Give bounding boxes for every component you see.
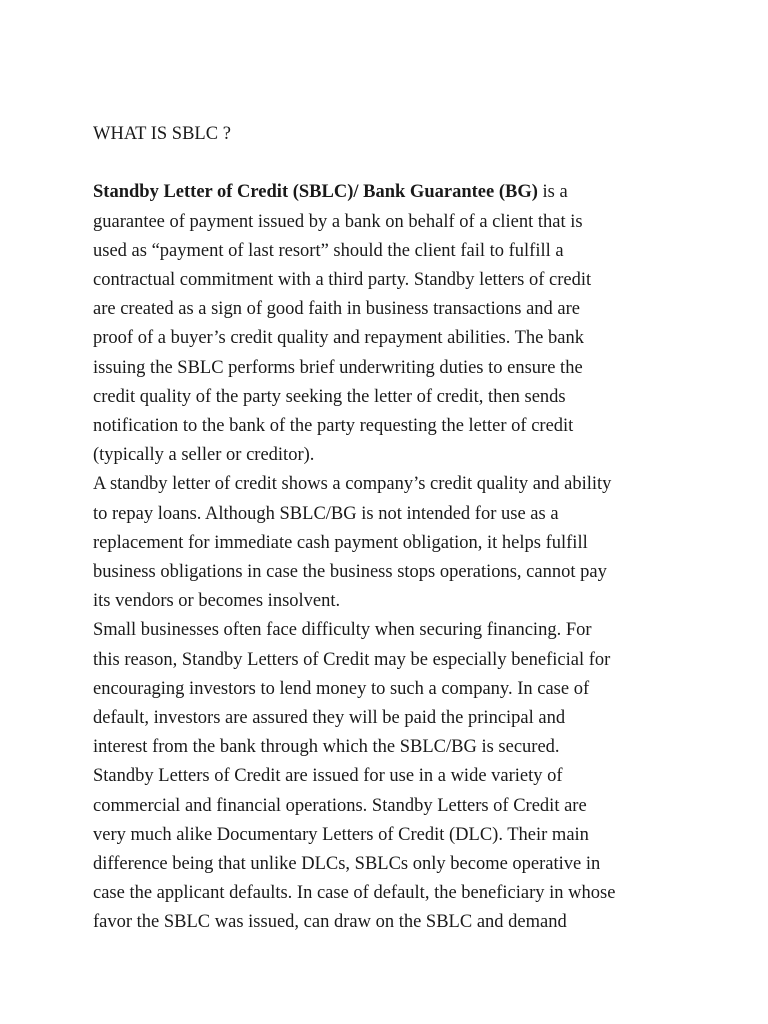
paragraph-small-businesses	[93, 616, 683, 762]
paragraph-line: to repay loans. Although SBLC/BG is not intended for use as a	[93, 503, 559, 524]
paragraph-usage	[93, 762, 683, 937]
paragraph-line: Small businesses often face difficulty when securing financing. For	[93, 620, 592, 641]
paragraph-line: its vendors or becomes insolvent.	[93, 591, 341, 612]
paragraph-line: case the applicant defaults. In case of default, the beneficiary in whose	[93, 883, 616, 904]
paragraph-line: contractual commitment with a third party. Standby letters of credit	[93, 270, 592, 290]
paragraph-line: difference being that unlike DLCs, SBLCs only become operative in	[93, 854, 601, 875]
paragraph-line: (typically a seller or creditor).	[93, 445, 315, 466]
paragraph-line: are created as a sign of good faith in business transactions and are	[93, 299, 580, 320]
bold-lead-text: Standby Letter of Credit (SBLC)/ Bank Guarantee (BG)	[93, 182, 538, 203]
paragraph-line	[93, 178, 683, 207]
paragraph-line: Standby Letters of Credit are issued for use in a wide variety of	[93, 766, 563, 787]
paragraph-line: default, investors are assured they will be paid the principal and	[93, 708, 566, 729]
paragraph-text: is a	[537, 182, 568, 203]
paragraph-line: interest from the bank through which the SBLC/BG is secured.	[93, 737, 560, 758]
paragraph-line: proof of a buyer’s credit quality and repayment abilities. The bank	[93, 328, 584, 349]
document-heading: WHAT IS SBLC ?	[93, 124, 231, 144]
paragraph-line: notification to the bank of the party requesting the letter of credit	[93, 416, 574, 437]
paragraph-line: A standby letter of credit shows a company’s credit quality and ability	[93, 474, 612, 495]
paragraph-line: favor the SBLC was issued, can draw on the SBLC and demand	[93, 912, 567, 933]
paragraph-definition	[93, 178, 683, 470]
document-page	[93, 120, 683, 938]
paragraph-credit-quality	[93, 470, 683, 616]
paragraph-line: guarantee of payment issued by a bank on behalf of a client that is	[93, 211, 583, 232]
paragraph-line: business obligations in case the business stops operations, cannot pay	[93, 562, 607, 583]
paragraph-line: issuing the SBLC performs brief underwriting duties to ensure the	[93, 357, 583, 378]
paragraph-line: encouraging investors to lend money to such a company. In case of	[93, 678, 590, 699]
paragraph-line: this reason, Standby Letters of Credit may be especially beneficial for	[93, 649, 611, 670]
paragraph-line: commercial and financial operations. Standby Letters of Credit are	[93, 795, 587, 816]
paragraph-line: used as “payment of last resort” should the client fail to fulfill a	[93, 240, 564, 261]
paragraph-line: replacement for immediate cash payment obligation, it helps fulfill	[93, 532, 588, 553]
paragraph-line: very much alike Documentary Letters of Credit (DLC). Their main	[93, 824, 589, 845]
paragraph-line: credit quality of the party seeking the letter of credit, then sends	[93, 386, 566, 407]
